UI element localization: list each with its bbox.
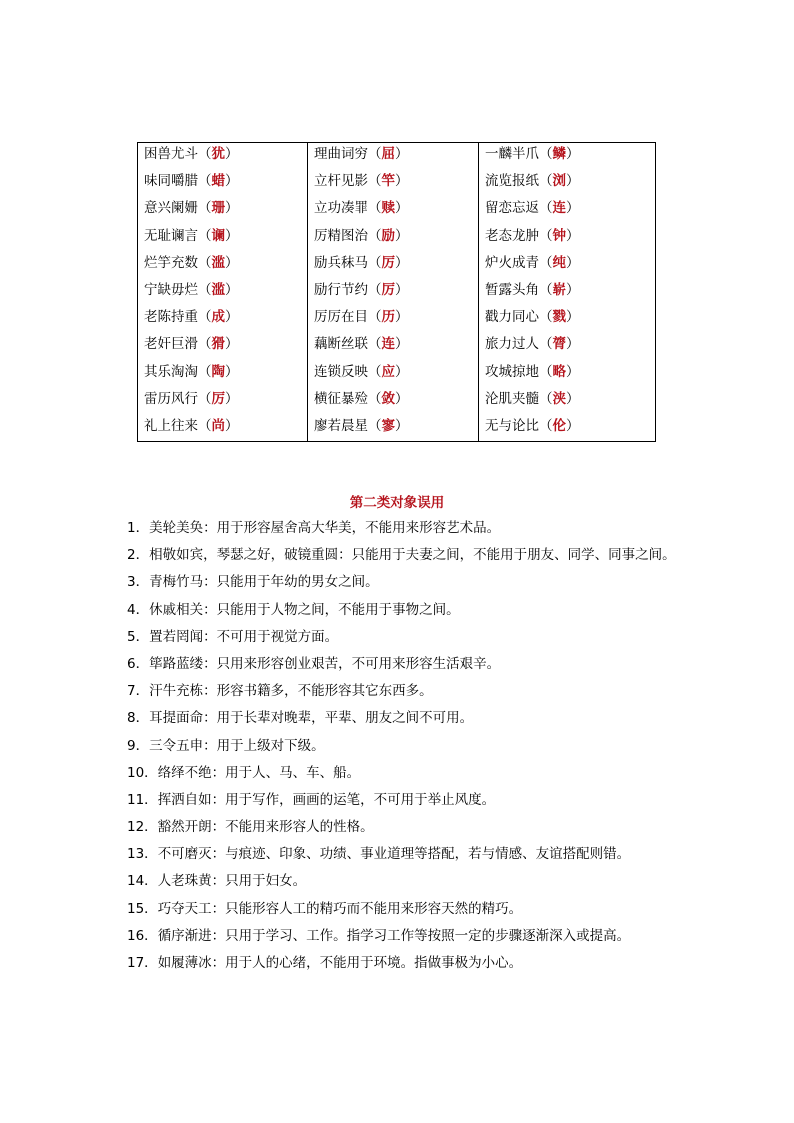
item-text: 三令五申：用于上级对下级。 (149, 737, 325, 754)
table-cell (138, 361, 307, 388)
table-cell (479, 279, 655, 306)
idiom-word: 戳力同心 (485, 309, 539, 326)
correct-character: 纯 (552, 254, 566, 271)
idiom-word: 老奸巨滑 (144, 336, 198, 353)
correct-character: 敛 (381, 390, 395, 407)
idiom-word: 一麟半爪 (485, 146, 539, 162)
item-text: 汗牛充栋：形容书籍多，不能形容其它东西多。 (149, 683, 433, 700)
open-paren: （ (368, 227, 382, 244)
table-cell (138, 279, 307, 306)
table-column-3 (478, 143, 655, 441)
list-item (127, 789, 727, 816)
table-cell (138, 333, 307, 360)
idiom-word: 无耻谰言 (144, 227, 198, 244)
table-cell (479, 306, 655, 333)
table-cell (479, 361, 655, 388)
table-cell (138, 225, 307, 252)
idiom-word: 其乐淘淘 (144, 363, 198, 380)
table-cell (479, 333, 655, 360)
list-item (127, 653, 727, 680)
item-text: 豁然开朗：不能用来形容人的性格。 (157, 819, 374, 836)
idiom-word: 无与论比 (485, 417, 539, 434)
open-paren: （ (198, 363, 212, 380)
item-number: 3． (127, 574, 150, 591)
list-item (127, 735, 727, 762)
open-paren: （ (368, 254, 382, 271)
idiom-word: 连锁反映 (314, 363, 368, 380)
list-item (127, 544, 727, 571)
idiom-word: 沦肌夹髓 (485, 390, 539, 407)
idiom-word: 礼上往来 (144, 417, 198, 434)
open-paren: （ (539, 281, 553, 298)
open-paren: （ (539, 390, 553, 407)
table-cell (138, 252, 307, 279)
open-paren: （ (198, 336, 212, 353)
list-item (127, 952, 727, 979)
open-paren: （ (539, 309, 553, 326)
table-cell (138, 306, 307, 333)
list-item (127, 707, 727, 734)
table-cell (308, 388, 478, 415)
close-paren: ） (395, 173, 409, 190)
correct-character: 连 (552, 200, 566, 217)
open-paren: （ (368, 390, 382, 407)
item-number: 11． (127, 791, 158, 808)
correct-character: 猾 (211, 336, 225, 353)
table-cell (479, 143, 655, 170)
item-text: 置若罔闻：不可用于视觉方面。 (149, 628, 339, 645)
correct-character: 鳞 (552, 146, 566, 162)
correct-character: 历 (381, 309, 395, 326)
correct-character: 成 (211, 309, 225, 326)
open-paren: （ (368, 281, 382, 298)
idiom-word: 烂竽充数 (144, 254, 198, 271)
close-paren: ） (566, 146, 580, 162)
close-paren: ） (395, 200, 409, 217)
correct-character: 寥 (381, 417, 395, 434)
table-column-2 (307, 143, 478, 441)
item-text: 相敬如宾，琴瑟之好，破镜重圆：只能用于夫妻之间，不能用于朋友、同学、同事之间。 (149, 547, 676, 564)
open-paren: （ (198, 390, 212, 407)
close-paren: ） (566, 417, 580, 434)
idiom-word: 理曲词穷 (314, 146, 368, 162)
correct-character: 珊 (211, 200, 225, 217)
list-item (127, 599, 727, 626)
item-text: 青梅竹马：只能用于年幼的男女之间。 (149, 574, 379, 591)
idiom-word: 留恋忘返 (485, 200, 539, 217)
close-paren: ） (395, 281, 409, 298)
idiom-word: 藕断丝联 (314, 336, 368, 353)
idiom-word: 厉厉在目 (314, 309, 368, 326)
list-item (127, 571, 727, 598)
open-paren: （ (368, 417, 382, 434)
close-paren: ） (395, 146, 409, 162)
open-paren: （ (198, 200, 212, 217)
open-paren: （ (539, 200, 553, 217)
item-number: 12． (127, 819, 158, 836)
open-paren: （ (368, 309, 382, 326)
open-paren: （ (368, 336, 382, 353)
correct-character: 谰 (211, 227, 225, 244)
idiom-word: 励兵秣马 (314, 254, 368, 271)
idiom-word: 流览报纸 (485, 173, 539, 190)
table-cell (479, 197, 655, 224)
close-paren: ） (566, 363, 580, 380)
table-cell (138, 170, 307, 197)
idiom-word: 老陈持重 (144, 309, 198, 326)
list-item (127, 925, 727, 952)
open-paren: （ (198, 146, 212, 162)
idiom-word: 意兴阑姗 (144, 200, 198, 217)
table-cell (479, 225, 655, 252)
open-paren: （ (198, 309, 212, 326)
idiom-word: 旅力过人 (485, 336, 539, 353)
item-number: 10． (127, 764, 158, 781)
table-cell (138, 143, 307, 170)
table-cell (479, 252, 655, 279)
item-number: 6． (127, 655, 150, 672)
correct-character: 厉 (381, 254, 395, 271)
open-paren: （ (198, 417, 212, 434)
idiom-word: 立功凑罪 (314, 200, 368, 217)
item-number: 8． (127, 710, 150, 727)
open-paren: （ (539, 417, 553, 434)
table-cell (479, 170, 655, 197)
correct-character: 连 (381, 336, 395, 353)
open-paren: （ (539, 227, 553, 244)
open-paren: （ (368, 173, 382, 190)
idiom-word: 老态龙肿 (485, 227, 539, 244)
close-paren: ） (566, 173, 580, 190)
idiom-word: 雷历风行 (144, 390, 198, 407)
item-number: 9． (127, 737, 150, 754)
item-number: 15． (127, 900, 158, 917)
close-paren: ） (225, 309, 239, 326)
correct-character: 陶 (211, 363, 225, 380)
open-paren: （ (368, 200, 382, 217)
table-cell (138, 197, 307, 224)
item-number: 2． (127, 547, 150, 564)
correct-character: 尚 (211, 417, 225, 434)
correct-character: 应 (381, 363, 395, 380)
item-text: 筚路蓝缕：只用来形容创业艰苦，不可用来形容生活艰辛。 (149, 655, 501, 672)
table-cell (138, 388, 307, 415)
item-number: 13． (127, 846, 158, 863)
correct-character: 蜡 (211, 173, 225, 190)
open-paren: （ (539, 254, 553, 271)
idiom-word: 宁缺毋烂 (144, 281, 198, 298)
correct-character: 钟 (552, 227, 566, 244)
close-paren: ） (395, 254, 409, 271)
close-paren: ） (225, 200, 239, 217)
close-paren: ） (225, 417, 239, 434)
table-cell (308, 143, 478, 170)
table-cell (308, 279, 478, 306)
close-paren: ） (566, 227, 580, 244)
item-text: 不可磨灭：与痕迹、印象、功绩、事业道理等搭配，若与情感、友谊搭配则错。 (157, 846, 631, 863)
open-paren: （ (539, 173, 553, 190)
open-paren: （ (368, 146, 382, 162)
idiom-word: 廖若晨星 (314, 417, 368, 434)
list-item (127, 816, 727, 843)
open-paren: （ (539, 146, 553, 162)
open-paren: （ (198, 173, 212, 190)
correct-character: 戮 (552, 309, 566, 326)
correct-character: 伦 (552, 417, 566, 434)
open-paren: （ (198, 281, 212, 298)
list-item (127, 870, 727, 897)
close-paren: ） (225, 173, 239, 190)
item-text: 休戚相关：只能用于人物之间，不能用于事物之间。 (149, 601, 460, 618)
list-item (127, 680, 727, 707)
item-text: 循序渐进：只用于学习、工作。指学习工作等按照一定的步骤逐渐深入或提高。 (157, 927, 631, 944)
open-paren: （ (198, 254, 212, 271)
table-cell (308, 361, 478, 388)
close-paren: ） (225, 336, 239, 353)
open-paren: （ (539, 363, 553, 380)
idiom-word: 励行节约 (314, 281, 368, 298)
item-number: 5． (127, 628, 150, 645)
close-paren: ） (225, 363, 239, 380)
idiom-word: 味同嚼腊 (144, 173, 198, 190)
close-paren: ） (566, 200, 580, 217)
table-cell (308, 252, 478, 279)
open-paren: （ (198, 227, 212, 244)
list-item (127, 626, 727, 653)
item-text: 美轮美奂：用于形容屋舍高大华美，不能用来形容艺术品。 (149, 520, 501, 536)
correct-character: 浏 (552, 173, 566, 190)
correct-character: 膂 (552, 336, 566, 353)
idiom-word: 暂露头角 (485, 281, 539, 298)
close-paren: ） (225, 227, 239, 244)
table-cell (138, 415, 307, 442)
correct-character: 略 (552, 363, 566, 380)
item-text: 人老珠黄：只用于妇女。 (157, 873, 307, 890)
item-number: 14． (127, 873, 158, 890)
correct-character: 厉 (211, 390, 225, 407)
correct-character: 崭 (552, 281, 566, 298)
table-cell (479, 388, 655, 415)
table-column-1 (138, 143, 307, 441)
section-title: 第二类对象误用 (349, 495, 445, 511)
close-paren: ） (566, 254, 580, 271)
table-cell (308, 225, 478, 252)
close-paren: ） (225, 281, 239, 298)
list-item (127, 898, 727, 925)
item-number: 1． (127, 520, 150, 536)
table-cell (308, 415, 478, 442)
correct-character: 浃 (552, 390, 566, 407)
idiom-word: 横征暴殓 (314, 390, 368, 407)
close-paren: ） (395, 390, 409, 407)
table-cell (308, 197, 478, 224)
table-cell (479, 415, 655, 442)
table-cell (308, 306, 478, 333)
correct-character: 滥 (211, 281, 225, 298)
close-paren: ） (395, 363, 409, 380)
item-number: 4． (127, 601, 150, 618)
close-paren: ） (225, 146, 239, 162)
close-paren: ） (225, 254, 239, 271)
list-item (127, 843, 727, 870)
idiom-word: 炉火成青 (485, 254, 539, 271)
item-number: 17． (127, 955, 158, 971)
close-paren: ） (566, 336, 580, 353)
idiom-word: 困兽尤斗 (144, 146, 198, 162)
idiom-word: 立杆见影 (314, 173, 368, 190)
correct-character: 犹 (211, 146, 225, 162)
correct-character: 厉 (381, 281, 395, 298)
correct-character: 屈 (381, 146, 395, 162)
misuse-list (127, 517, 727, 979)
list-item (127, 517, 727, 544)
item-text: 耳提面命：用于长辈对晚辈，平辈、朋友之间不可用。 (149, 710, 474, 727)
close-paren: ） (395, 309, 409, 326)
correct-character: 滥 (211, 254, 225, 271)
item-text: 络绎不绝：用于人、马、车、船。 (157, 764, 361, 781)
item-text: 挥洒自如：用于写作，画画的运笔，不可用于举止风度。 (157, 791, 496, 808)
open-paren: （ (368, 363, 382, 380)
item-number: 16． (127, 927, 158, 944)
correct-character: 竿 (381, 173, 395, 190)
list-item (127, 762, 727, 789)
close-paren: ） (395, 227, 409, 244)
item-text: 巧夺天工：只能形容人工的精巧而不能用来形容天然的精巧。 (157, 900, 523, 917)
correct-character: 赎 (381, 200, 395, 217)
close-paren: ） (566, 309, 580, 326)
idiom-word: 攻城掠地 (485, 363, 539, 380)
correct-character: 励 (381, 227, 395, 244)
table-cell (308, 170, 478, 197)
close-paren: ） (566, 390, 580, 407)
close-paren: ） (395, 336, 409, 353)
item-number: 7． (127, 683, 150, 700)
open-paren: （ (539, 336, 553, 353)
idiom-word: 厉精图治 (314, 227, 368, 244)
close-paren: ） (395, 417, 409, 434)
table-cell (308, 333, 478, 360)
close-paren: ） (566, 281, 580, 298)
close-paren: ） (225, 390, 239, 407)
idiom-correction-table (137, 142, 656, 442)
item-text: 如履薄冰：用于人的心绪，不能用于环境。指做事极为小心。 (157, 955, 523, 971)
